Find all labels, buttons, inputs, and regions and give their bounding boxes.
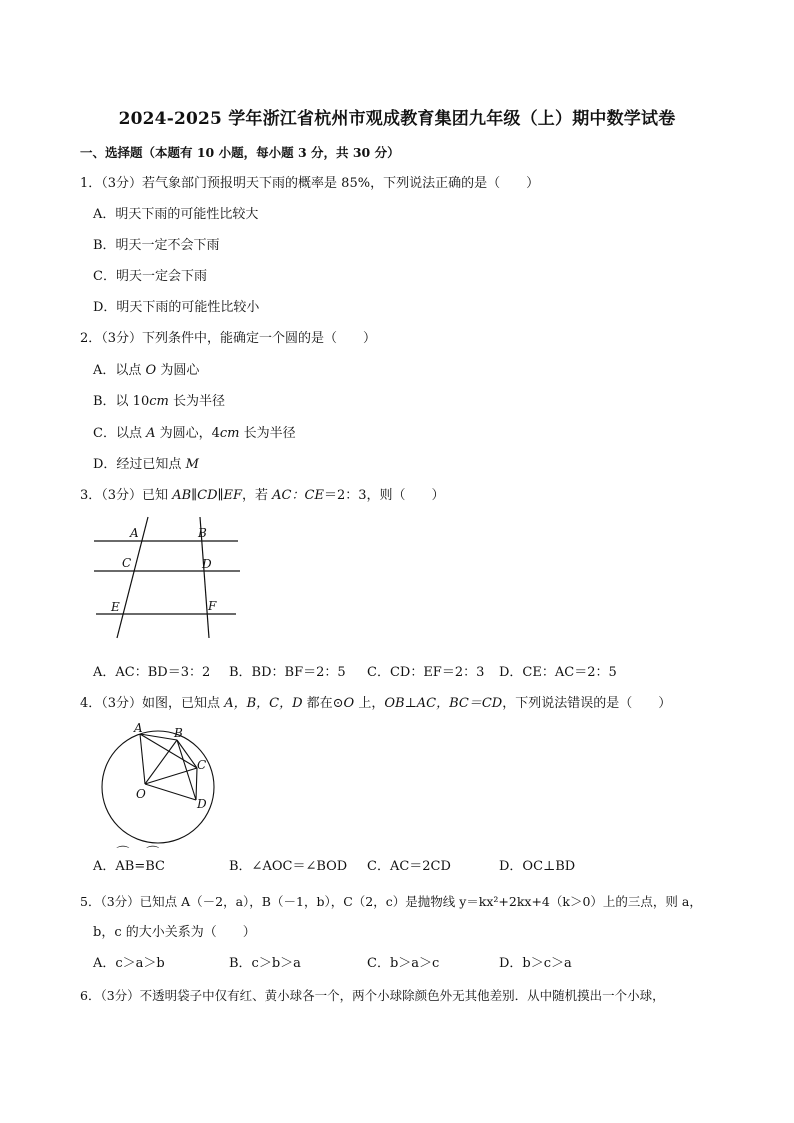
- question-5-option-b: B．c＞b＞a: [229, 956, 301, 971]
- question-4-option-b: B．∠AOC＝∠BOD: [229, 859, 348, 874]
- question-4-stem: 4．（3分）如图，已知点 A，B，C，D 都在⊙O 上，OB⊥AC，BC＝CD，下列说法错误的是（ ）: [80, 696, 672, 711]
- label-c: C: [122, 556, 132, 570]
- question-5-stem-line-1: 5．（3分）已知点 A（－2，a），B（－1，b），C（2，c）是抛物线 y＝kx²+2kx+4（k＞0）上的三点，则 a，: [80, 894, 702, 909]
- section-heading: 一、选择题（本题有 10 小题，每小题 3 分，共 30 分）: [80, 145, 400, 160]
- label-d: D: [197, 797, 207, 811]
- question-2-option-a: A．以点 O 为圆心: [93, 363, 200, 378]
- label-d: D: [202, 557, 212, 571]
- page-title: 2024-2025 学年浙江省杭州市观成教育集团九年级（上）期中数学试卷: [118, 109, 676, 129]
- question-4-options: [93, 858, 713, 876]
- label-a: A: [130, 526, 139, 540]
- label-c: C: [197, 758, 207, 772]
- segment-od: [145, 784, 196, 800]
- question-5-option-d: D．b＞c＞a: [499, 956, 572, 971]
- arc-ab: ⌒ AB: [115, 858, 134, 876]
- question-6-stem-line-1: 6．（3分）不透明袋子中仅有红、黄小球各一个，两个小球除颜色外无其他差别．从中随机摸出一个小球，: [80, 988, 665, 1003]
- question-2-option-b: B．以 10cm 长为半径: [93, 394, 225, 409]
- question-5-options: [93, 955, 713, 973]
- question-3-stem: 3．（3分）已知 AB∥CD∥EF，若 AC：CE＝2：3，则（ ）: [80, 488, 445, 503]
- question-2-option-d: D．经过已知点 M: [93, 457, 199, 472]
- label-b: B: [174, 726, 183, 740]
- question-5-stem-line-2: b，c 的大小关系为（ ）: [93, 925, 256, 940]
- question-2-stem: 2．（3分）下列条件中，能确定一个圆的是（ ）: [80, 331, 377, 346]
- parallel-lines-figure: [90, 512, 250, 642]
- question-4-option-a: A．⌒ AB=⌒ BC: [93, 858, 165, 876]
- label-a: A: [134, 721, 143, 735]
- question-5-option-a: A．c＞a＞b: [93, 956, 165, 971]
- question-2-option-c: C．以点 A 为圆心，4cm 长为半径: [93, 426, 296, 441]
- question-5-option-c: C．b＞a＞c: [367, 956, 440, 971]
- question-1-stem: 1．（3分）若气象部门预报明天下雨的概率是 85%，下列说法正确的是（ ）: [80, 176, 540, 191]
- segment-oa: [140, 734, 145, 784]
- segment-oc: [145, 768, 197, 784]
- question-1-option-d: D．明天下雨的可能性比较小: [93, 300, 260, 315]
- question-3-option-b: B．BD：BF＝2：5: [229, 665, 346, 680]
- question-3-option-a: A．AC：BD＝3：2: [93, 665, 211, 680]
- segment-cd: [196, 768, 197, 800]
- circle-figure: [88, 720, 218, 845]
- label-b: B: [198, 526, 207, 540]
- question-4-option-d: D．OC⊥BD: [499, 859, 576, 874]
- question-3-option-d: D．CE：AC＝2：5: [499, 665, 617, 680]
- segment-bd: [177, 740, 196, 800]
- label-f: F: [208, 599, 217, 613]
- question-4-option-c: C．AC＝2CD: [367, 859, 451, 874]
- circle-o: [102, 731, 214, 843]
- question-1-option-b: B．明天一定不会下雨: [93, 238, 220, 253]
- question-3-option-c: C．CD：EF＝2：3: [367, 665, 485, 680]
- label-e: E: [111, 600, 120, 614]
- label-o: O: [136, 787, 146, 801]
- question-1-option-a: A．明天下雨的可能性比较大: [93, 207, 259, 222]
- question-3-options: [93, 664, 713, 682]
- arc-bc: ⌒ BC: [145, 858, 165, 876]
- question-1-option-c: C．明天一定会下雨: [93, 269, 207, 284]
